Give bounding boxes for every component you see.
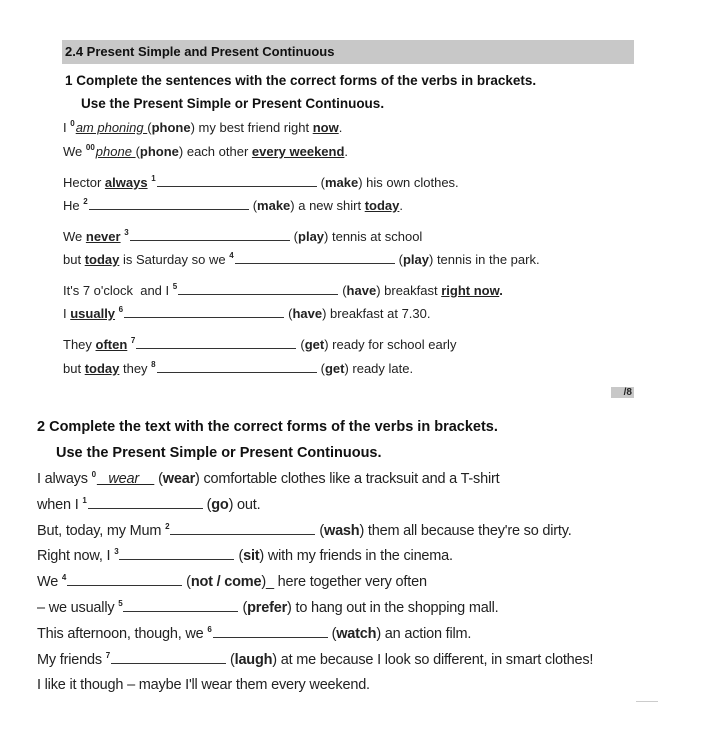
verb: . [499, 283, 503, 298]
text: ( [320, 361, 325, 376]
text: ( [206, 497, 212, 513]
answer-blank[interactable] [235, 262, 395, 264]
text: Right now, I [37, 548, 115, 564]
section-header [62, 40, 634, 64]
gap-number: 4 [61, 573, 67, 582]
gap-number: 7 [130, 336, 136, 345]
text: . [344, 144, 349, 159]
answer-blank[interactable] [157, 185, 317, 187]
sentence-line [63, 336, 456, 352]
gap-number: 6 [207, 625, 212, 634]
text: ( [238, 548, 244, 564]
sentence-line [63, 282, 503, 298]
text: ) out. [228, 497, 261, 513]
verb: make [324, 175, 359, 190]
exercise2-instruction: 2 Complete the text with the correct forms of the verbs in brackets. [37, 419, 498, 435]
sentence-line [63, 119, 342, 135]
text: ( [342, 283, 347, 298]
verb: laugh [234, 652, 273, 668]
verb: get [304, 337, 325, 352]
text: but [63, 252, 85, 267]
text: ) with my friends in the cinema. [259, 548, 453, 564]
text: – we usually [37, 600, 119, 616]
text: when I [37, 497, 83, 513]
gap-number: 6 [118, 305, 124, 314]
exercise2-instruction-2: Use the Present Simple or Present Continuous. [56, 445, 382, 461]
text: . [399, 198, 403, 213]
sentence-line [37, 470, 499, 487]
gap-number: 1 [82, 496, 87, 505]
text: It's 7 o'clock and I [63, 283, 173, 298]
gap-number: 3 [124, 228, 129, 237]
page-corner-line [636, 701, 658, 702]
text: I [63, 120, 71, 135]
text: ( [300, 337, 305, 352]
sentence-line [37, 522, 572, 539]
gap-number: 1 [151, 174, 156, 183]
time-expression: every weekend [251, 144, 345, 159]
text: ) tennis in the park. [429, 252, 540, 267]
text: We [63, 144, 86, 159]
answer-blank[interactable] [111, 662, 226, 664]
sentence-line [37, 651, 593, 668]
text: ( [147, 120, 152, 135]
text: I [63, 306, 71, 321]
text: ) each other [178, 144, 252, 159]
time-expression: today [84, 361, 120, 376]
text: ) comfortable clothes like a tracksuit and a T-shirt [195, 471, 500, 487]
verb: phone [139, 144, 179, 159]
text: ) them all because they're so dirty. [359, 523, 572, 539]
text: ( [154, 471, 163, 487]
verb: wash [323, 523, 360, 539]
verb: have [346, 283, 377, 298]
text: Hector [63, 175, 105, 190]
verb: watch [336, 626, 377, 642]
text: ) an action film. [376, 626, 472, 642]
score-box [611, 387, 634, 398]
time-expression: often [95, 337, 128, 352]
text: but [63, 361, 85, 376]
verb: have [292, 306, 323, 321]
answer-blank[interactable] [89, 208, 249, 210]
text: ) to hang out in the shopping mall. [287, 600, 499, 616]
answer-blank[interactable] [88, 507, 203, 509]
text: ( [319, 523, 324, 539]
answer-blank[interactable] [123, 610, 238, 612]
text: ) ready for school early [324, 337, 457, 352]
sentence-line [37, 677, 370, 693]
text: ) a new shirt [290, 198, 365, 213]
gap-number: 0 [91, 470, 96, 479]
text: ) breakfast at 7.30. [322, 306, 431, 321]
verb: play [298, 229, 325, 244]
score-label: /8 [623, 387, 632, 398]
answer-blank[interactable] [67, 584, 182, 586]
exercise1-instruction-2: Use the Present Simple or Present Continuous. [81, 96, 385, 111]
verb: wear [162, 471, 196, 487]
sentence-line [63, 228, 422, 244]
sentence-line [37, 496, 260, 513]
sentence-line [63, 174, 459, 190]
example-answer: am phoning [75, 120, 148, 135]
sentence-line [63, 197, 403, 213]
text: ( [252, 198, 258, 213]
answer-blank[interactable] [178, 293, 338, 295]
time-expression: today [84, 252, 120, 267]
sentence-line [37, 599, 498, 616]
section-title: 2.4 Present Simple and Present Continuous [65, 44, 335, 59]
sentence-line [63, 143, 348, 159]
answer-blank[interactable] [213, 636, 328, 638]
text: ) my best friend right [190, 120, 313, 135]
text: ) ready late. [344, 361, 414, 376]
text: We [63, 229, 86, 244]
text: ( [229, 652, 235, 668]
time-expression: never [85, 229, 121, 244]
text: . [338, 120, 343, 135]
time-expression: always [104, 175, 148, 190]
text: My friends [37, 652, 106, 668]
exercise1-instruction: 1 Complete the sentences with the correct forms of the verbs in brackets. [65, 73, 537, 88]
answer-blank[interactable] [130, 239, 290, 241]
answer-blank[interactable] [157, 371, 317, 373]
example-answer: wear [96, 471, 155, 487]
gap-number: 00 [85, 143, 95, 152]
time-expression: right now [441, 283, 500, 298]
time-expression: today [364, 198, 400, 213]
sentence-line [63, 305, 431, 321]
answer-blank[interactable] [170, 533, 315, 535]
text: They [63, 337, 96, 352]
text: ( [242, 600, 248, 616]
text: ) breakfast [376, 283, 442, 298]
time-expression: usually [70, 306, 116, 321]
verb: get [324, 361, 345, 376]
text: is Saturday so we [119, 252, 230, 267]
text: ( [293, 229, 299, 244]
gap-number: 5 [118, 599, 123, 608]
gap-number: 3 [114, 547, 119, 556]
text: ) at me because I look so different, in smart clothes! [272, 652, 594, 668]
text: ) tennis at school [324, 229, 423, 244]
answer-blank[interactable] [124, 316, 284, 318]
answer-blank[interactable] [119, 558, 234, 560]
sentence-line [37, 547, 453, 564]
text: ) his own clothes. [358, 175, 459, 190]
verb: make [257, 198, 291, 213]
gap-number: 5 [172, 282, 178, 291]
gap-number: 2 [83, 197, 88, 206]
sentence-line [63, 251, 540, 267]
verb: not / come [190, 574, 262, 590]
verb: prefer [247, 600, 288, 616]
gap-number: 4 [229, 251, 234, 260]
text: We [37, 574, 62, 590]
text: I like it though – maybe I'll wear them every weekend. [37, 677, 370, 693]
verb: sit [243, 548, 260, 564]
text: )_ here together very often [261, 574, 427, 590]
text: ( [398, 252, 403, 267]
sentence-line [63, 360, 413, 376]
verb: phone [151, 120, 191, 135]
text: I always [37, 471, 92, 487]
sentence-line [37, 573, 427, 590]
gap-number: 8 [151, 360, 156, 369]
gap-number: 2 [165, 522, 170, 531]
answer-blank[interactable] [136, 347, 296, 349]
text: ( [135, 144, 140, 159]
text: they [119, 361, 152, 376]
text: But, today, my Mum [37, 523, 166, 539]
example-answer: phone [95, 144, 136, 159]
text: ( [331, 626, 337, 642]
text: He [63, 198, 84, 213]
sentence-line [37, 625, 471, 642]
gap-number: 0 [70, 119, 75, 128]
verb: play [402, 252, 429, 267]
text: ( [320, 175, 325, 190]
time-expression: now [312, 120, 339, 135]
verb: go [211, 497, 229, 513]
text: ( [186, 574, 191, 590]
text: ( [288, 306, 293, 321]
gap-number: 7 [105, 651, 110, 660]
text: This afternoon, though, we [37, 626, 208, 642]
